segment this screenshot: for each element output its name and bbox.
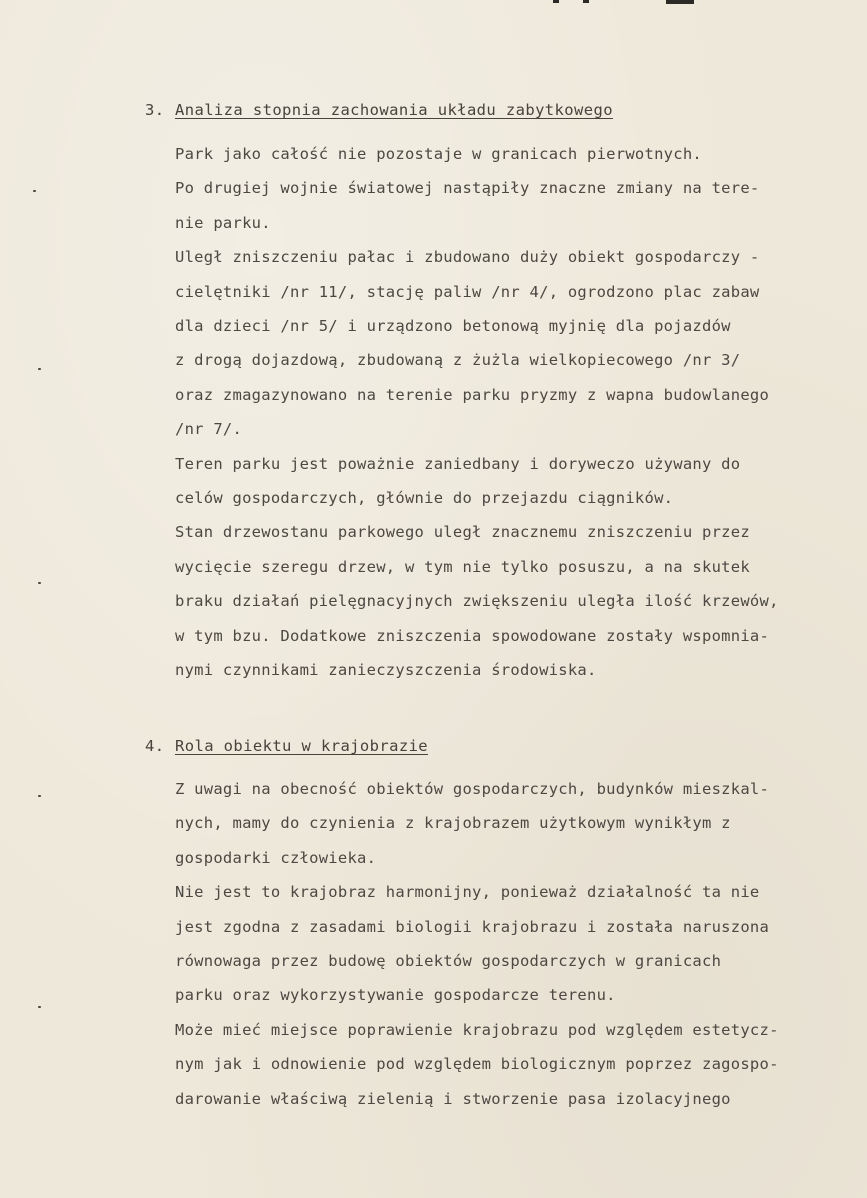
section-3-body <box>175 137 855 688</box>
text-line: Teren parku jest poważnie zaniedbany i doryweczo używany do <box>175 454 741 473</box>
edge-mark <box>553 0 559 3</box>
text-line: równowaga przez budowę obiektów gospodarczych w granicach <box>175 952 722 971</box>
text-line: celów gospodarczych, głównie do przejazdu ciągników. <box>175 489 674 508</box>
text-line: Stan drzewostanu parkowego uległ znacznemu zniszczeniu przez <box>175 523 750 542</box>
section-title: Analiza stopnia zachowania układu zabytkowego <box>175 101 613 119</box>
section-title: Rola obiektu w krajobrazie <box>175 737 429 755</box>
text-line: dla dzieci /nr 5/ i urządzono betonową myjnię dla pojazdów <box>175 317 731 336</box>
text-line: nie parku. <box>175 213 271 232</box>
section-4-heading <box>145 737 428 755</box>
text-line: darowanie właściwą zielenią i stworzenie pasa izolacyjnego <box>175 1089 731 1108</box>
scan-speck <box>38 582 41 584</box>
scan-speck <box>38 795 41 797</box>
text-line: parku oraz wykorzystywanie gospodarcze terenu. <box>175 986 616 1005</box>
edge-mark <box>583 0 589 3</box>
text-line: Uległ zniszczeniu pałac i zbudowano duży obiekt gospodarczy - <box>175 248 760 267</box>
text-line: jest zgodna z zasadami biologii krajobrazu i została naruszona <box>175 917 770 936</box>
section-number: 4. <box>145 737 165 755</box>
text-line: /nr 7/. <box>175 420 243 439</box>
scan-speck <box>33 190 36 192</box>
text-line: nym jak i odnowienie pod względem biologicznym poprzez zagospo- <box>175 1055 779 1074</box>
top-edge-marks <box>0 0 867 8</box>
scan-speck <box>38 368 41 370</box>
text-line: wycięcie szeregu drzew, w tym nie tylko posuszu, a na skutek <box>175 557 750 576</box>
text-line: w tym bzu. Dodatkowe zniszczenia spowodowane zostały wspomnia- <box>175 626 770 645</box>
edge-mark <box>666 0 694 4</box>
text-line: Nie jest to krajobraz harmonijny, ponieważ działalność ta nie <box>175 883 760 902</box>
text-line: cielętniki /nr 11/, stację paliw /nr 4/, ogrodzono plac zabaw <box>175 282 760 301</box>
text-line: Park jako całość nie pozostaje w granicach pierwotnych. <box>175 145 702 163</box>
text-line: braku działań pielęgnacyjnych zwiększeniu uległa ilość krzewów, <box>175 592 779 611</box>
text-line: z drogą dojazdową, zbudowaną z żużla wielkopiecowego /nr 3/ <box>175 351 741 370</box>
text-line: nych, mamy do czynienia z krajobrazem użytkowym wynikłym z <box>175 814 731 833</box>
section-4-body <box>175 772 855 1116</box>
section-number: 3. <box>145 101 165 119</box>
section-3-heading <box>145 101 613 119</box>
text-line: nymi czynnikami zanieczyszczenia środowiska. <box>175 661 597 680</box>
scan-speck <box>38 1006 41 1008</box>
text-line: Z uwagi na obecność obiektów gospodarczych, budynków mieszkal- <box>175 780 770 798</box>
text-line: Po drugiej wojnie światowej nastąpiły znaczne zmiany na tere- <box>175 179 760 198</box>
text-line: gospodarki człowieka. <box>175 848 377 867</box>
text-line: Może mieć miejsce poprawienie krajobrazu pod względem estetycz- <box>175 1020 779 1039</box>
text-line: oraz zmagazynowano na terenie parku pryzmy z wapna budowlanego <box>175 385 770 404</box>
